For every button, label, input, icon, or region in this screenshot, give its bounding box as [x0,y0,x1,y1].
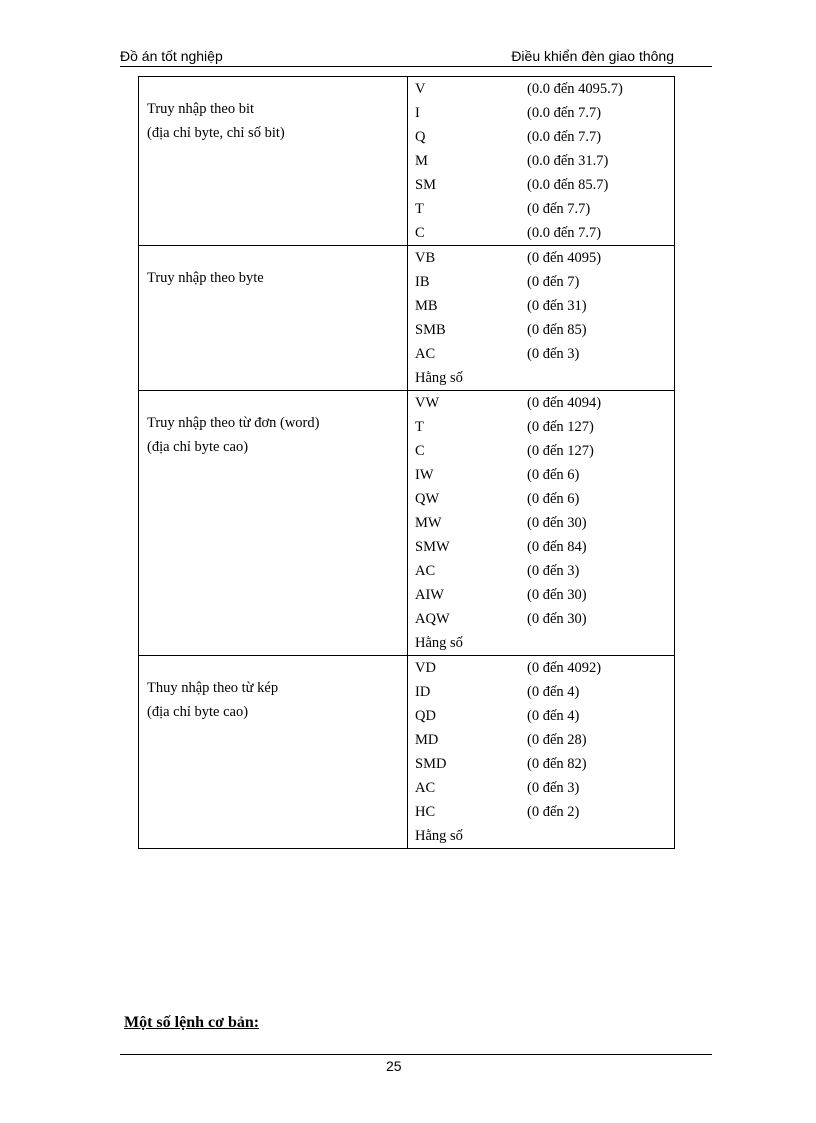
operand-code: AC [415,563,436,579]
list-item [408,149,674,173]
operand-range: (0 đến 7) [527,274,580,290]
list-item [408,318,674,342]
list-item [408,221,674,245]
list-item [408,415,674,439]
operand-range: (0 đến 4092) [527,660,602,676]
operand-range: (0.0 đến 4095.7) [527,81,623,97]
list-item [408,366,674,390]
list-item [408,728,674,752]
operand-range: (0 đến 6) [527,491,580,507]
list-item [408,583,674,607]
section-heading: Một số lệnh cơ bản: [124,1014,260,1031]
list-item [408,270,674,294]
table-row [139,391,675,656]
operand-code: Hằng số [415,828,463,844]
access-type-cell [139,656,408,849]
operand-code: VD [415,660,436,676]
operand-code: QW [415,491,440,507]
operand-range: (0 đến 84) [527,539,587,555]
operand-range: (0 đến 30) [527,611,587,627]
access-type-note: (địa chỉ byte cao) [147,704,249,720]
operand-code: T [415,419,424,435]
operand-range: (0 đến 31) [527,298,587,314]
list-item [408,487,674,511]
operand-range: (0 đến 30) [527,587,587,603]
operand-code: SMW [415,539,450,555]
address-list-cell [408,656,675,849]
operand-code: ID [415,684,431,700]
operand-range: (0 đến 3) [527,780,580,796]
operand-range: (0 đến 3) [527,563,580,579]
list-item [408,294,674,318]
operand-range: (0.0 đến 85.7) [527,177,609,193]
operand-range: (0 đến 4) [527,708,580,724]
list-item [408,656,674,680]
access-type-cell [139,246,408,391]
list-item [408,535,674,559]
page-number: 25 [386,1058,402,1074]
operand-code: SMD [415,756,447,772]
list-item [408,680,674,704]
operand-code: MD [415,732,439,748]
operand-code: Q [415,129,426,145]
operand-code: Hằng số [415,370,463,386]
operand-code: SMB [415,322,446,338]
table-row [139,77,675,246]
operand-range: (0.0 đến 7.7) [527,225,602,241]
list-item [408,77,674,101]
access-type-note: (địa chỉ byte cao) [147,439,249,455]
operand-code: V [415,81,426,97]
operand-code: C [415,225,425,241]
address-list-cell [408,391,675,656]
operand-code: SM [415,177,436,193]
access-type-note: (địa chỉ byte, chỉ số bit) [147,125,285,141]
operand-range: (0.0 đến 7.7) [527,129,602,145]
operand-code: AC [415,346,436,362]
access-type-cell [139,391,408,656]
footer-divider [120,1054,712,1055]
list-item [408,511,674,535]
operand-range: (0 đến 127) [527,419,594,435]
operand-code: T [415,201,424,217]
list-item [408,631,674,655]
operand-range: (0 đến 82) [527,756,587,772]
list-item [408,800,674,824]
operand-range: (0 đến 30) [527,515,587,531]
list-item [408,125,674,149]
operand-code: AQW [415,611,450,627]
operand-range: (0 đến 4) [527,684,580,700]
header-document-title: Điều khiển đèn giao thông [511,48,674,64]
operand-code: AIW [415,587,444,603]
list-item [408,752,674,776]
list-item [408,607,674,631]
list-item [408,824,674,848]
operand-range: (0 đến 85) [527,322,587,338]
header-document-type: Đồ án tốt nghiệp [120,48,223,64]
address-range-table [138,76,675,849]
operand-range: (0.0 đến 31.7) [527,153,609,169]
operand-code: IB [415,274,430,290]
operand-range: (0.0 đến 7.7) [527,105,602,121]
operand-range: (0 đến 4094) [527,395,602,411]
address-list-cell [408,246,675,391]
operand-code: AC [415,780,436,796]
operand-code: I [415,105,420,121]
table-row [139,656,675,849]
operand-code: M [415,153,428,169]
operand-range: (0 đến 6) [527,467,580,483]
list-item [408,439,674,463]
operand-range: (0 đến 2) [527,804,580,820]
operand-range: (0 đến 28) [527,732,587,748]
operand-code: Hằng số [415,635,463,651]
operand-range: (0 đến 127) [527,443,594,459]
list-item [408,391,674,415]
access-type-label: Truy nhập theo bit [147,101,255,117]
list-item [408,342,674,366]
list-item [408,559,674,583]
access-type-label: Truy nhập theo byte [147,270,264,286]
operand-code: C [415,443,425,459]
operand-code: MW [415,515,442,531]
access-type-label: Thuy nhập theo từ kép [147,680,279,696]
operand-range: (0 đến 3) [527,346,580,362]
operand-code: VB [415,250,436,266]
list-item [408,704,674,728]
list-item [408,776,674,800]
list-item [408,246,674,270]
access-type-label: Truy nhập theo từ đơn (word) [147,415,320,431]
list-item [408,101,674,125]
list-item [408,197,674,221]
operand-code: QD [415,708,436,724]
list-item [408,173,674,197]
address-list-cell [408,77,675,246]
operand-range: (0 đến 4095) [527,250,602,266]
operand-code: VW [415,395,440,411]
operand-code: IW [415,467,434,483]
page-header [120,48,712,67]
operand-code: HC [415,804,436,820]
access-type-cell [139,77,408,246]
operand-code: MB [415,298,438,314]
operand-range: (0 đến 7.7) [527,201,591,217]
table-row [139,246,675,391]
list-item [408,463,674,487]
